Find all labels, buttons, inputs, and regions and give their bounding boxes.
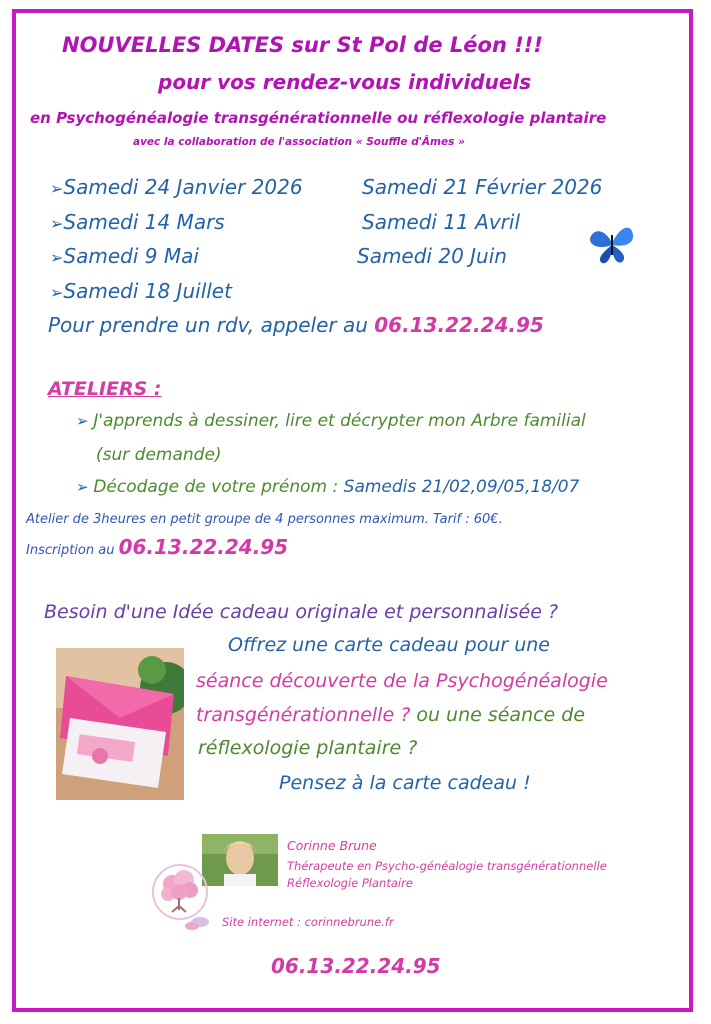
page-title: NOUVELLES DATES sur St Pol de Léon !!! xyxy=(62,33,543,57)
signature-title: Thérapeute en Psycho-généalogie transgénérationnelle xyxy=(287,859,607,873)
signature-website: Site internet : corinnebrune.fr xyxy=(222,915,394,929)
date-label: Samedi 20 Juin xyxy=(357,244,507,268)
page-subtitle: pour vos rendez-vous individuels xyxy=(158,70,532,94)
inscription-line xyxy=(26,535,288,559)
tree-logo-icon xyxy=(152,862,212,934)
portrait-photo xyxy=(202,834,278,886)
date-item xyxy=(50,210,225,234)
gift-card-photo xyxy=(56,648,184,800)
atelier-label: Décodage de votre prénom : xyxy=(93,477,344,497)
gift-line-part: ou une séance de xyxy=(410,704,586,726)
inscription-phone: 06.13.22.24.95 xyxy=(118,535,289,559)
date-item xyxy=(50,175,303,199)
bullet-arrow-icon: ➢ xyxy=(50,214,64,233)
ateliers-heading: ATELIERS : xyxy=(48,378,162,400)
inscription-text: Inscription au xyxy=(26,543,119,558)
gift-line: Offrez une carte cadeau pour une xyxy=(228,634,550,656)
butterfly-icon xyxy=(588,221,636,267)
date-label: Samedi 24 Janvier 2026 xyxy=(63,175,303,199)
bullet-arrow-icon: ➢ xyxy=(76,478,94,496)
gift-line: Pensez à la carte cadeau ! xyxy=(279,772,531,794)
rdv-phone: 06.13.22.24.95 xyxy=(374,313,544,337)
atelier-details: Atelier de 3heures en petit groupe de 4 personnes maximum. Tarif : 60€. xyxy=(26,512,503,527)
atelier-dates: Samedis 21/02,09/05,18/07 xyxy=(343,477,580,497)
atelier-item xyxy=(76,477,579,497)
atelier-label: J'apprends à dessiner, lire et décrypter mon Arbre familial xyxy=(93,411,586,431)
date-label: Samedi 14 Mars xyxy=(63,210,225,234)
atelier-item xyxy=(76,411,586,431)
bullet-arrow-icon: ➢ xyxy=(50,248,64,267)
footer-phone: 06.13.22.24.95 xyxy=(271,954,441,978)
bullet-arrow-icon: ➢ xyxy=(50,179,64,198)
gift-line: séance découverte de la Psychogénéalogie xyxy=(196,670,608,692)
date-item xyxy=(50,279,232,303)
date-item xyxy=(50,244,199,268)
gift-line: réflexologie plantaire ? xyxy=(198,737,418,759)
specialties-line: en Psychogénéalogie transgénérationnelle ou réflexologie plantaire xyxy=(30,109,607,127)
date-label: Samedi 21 Février 2026 xyxy=(362,175,603,199)
bullet-arrow-icon: ➢ xyxy=(50,283,64,302)
date-label: Samedi 9 Mai xyxy=(63,244,199,268)
rdv-text: Pour prendre un rdv, appeler au xyxy=(48,313,375,337)
gift-question: Besoin d'une Idée cadeau originale et personnalisée ? xyxy=(44,601,559,623)
atelier-label-cont: (sur demande) xyxy=(96,445,222,465)
gift-line-part: transgénérationnelle ? xyxy=(196,704,411,726)
date-label: Samedi 11 Avril xyxy=(362,210,521,234)
bullet-arrow-icon: ➢ xyxy=(76,412,94,430)
signature-subtitle: Réflexologie Plantaire xyxy=(287,876,413,890)
rdv-line xyxy=(48,313,544,337)
date-label: Samedi 18 Juillet xyxy=(63,279,232,303)
collaboration-line: avec la collaboration de l'association « Souffle d'Âmes » xyxy=(133,136,465,148)
signature-name: Corinne Brune xyxy=(287,838,377,853)
gift-line xyxy=(196,704,585,726)
